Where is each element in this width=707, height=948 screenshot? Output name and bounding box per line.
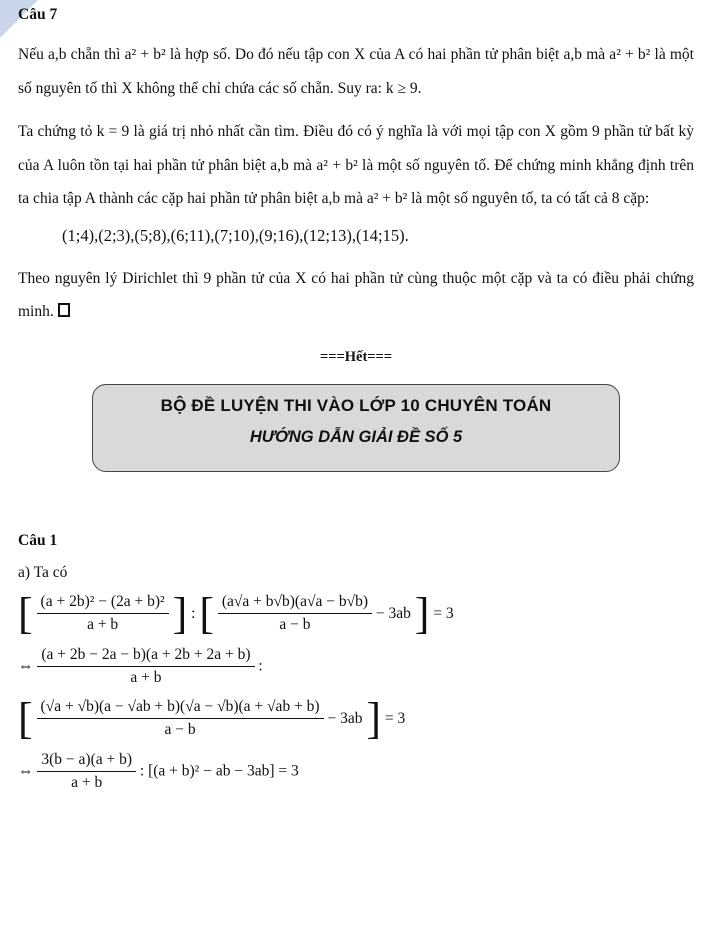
fraction-1-numerator: (a + 2b)² − (2a + b)² [37,593,169,614]
fraction-3 [37,646,254,687]
conclusion-paragraph [18,262,694,329]
fraction-2 [218,593,372,634]
right-bracket: ] [366,693,381,743]
fraction-2-denominator: a − b [279,616,311,633]
right-bracket: ] [172,588,188,638]
left-bracket: [ [18,693,33,743]
part-a-intro: a) Ta có [18,563,68,581]
prime-pairs-list: (1;4),(2;3),(5;8),(6;11),(7;10),(9;16),(12;13),(14;15). [62,225,409,245]
fraction-5-numerator: 3(b − a)(a + b) [37,751,136,772]
equation-4 [18,751,694,792]
equation-2 [18,646,694,687]
iff-symbol: ⇔ [18,762,34,779]
equation-1 [18,588,694,638]
equation-3-tail: − 3ab [327,709,363,727]
fraction-4-numerator: (√a + √b)(a − √ab + b)(√a − √b)(a + √ab + b) [37,698,324,719]
fraction-1 [37,593,169,634]
paragraph-2: Ta chứng tỏ k = 9 là giá trị nhỏ nhất cần tìm. Điều đó có ý nghĩa là với mọi tập con X gồm 9 phần tử bất kỳ của A luôn tồn tại hai phần tử phân biệt a,b mà a² + b² là một số nguyên tố. Để chứng minh khẳng định trên ta chia tập A thành các cặp hai phần tử phân biệt a,b mà a² + b² là một số nguyên tố, ta có tất cả 8 cặp: [18,123,694,207]
end-marker: ===Hết=== [319,348,393,365]
right-bracket: ] [414,588,430,638]
equation-4-tail: : [(a + b)² − ab − 3ab] = 3 [139,762,299,779]
iff-symbol: ⇔ [18,657,34,674]
fraction-3-denominator: a + b [130,668,162,686]
left-bracket: [ [199,588,214,638]
equation-3-rhs: = 3 [384,709,406,727]
solution-banner [92,384,620,472]
conclusion-text: Theo nguyên lý Dirichlet thì 9 phần tử của X có hai phần tử cùng thuộc một cặp và ta có điều phải chứng minh. [18,269,694,320]
equation-1-tail: − 3ab [375,604,411,622]
fraction-3-numerator: (a + 2b − 2a − b)(a + 2b + 2a + b) [37,646,254,667]
equation-2-tail: : [258,657,263,674]
qed-square-icon [58,303,70,317]
section-heading: Câu 1 [18,531,58,549]
document-page [18,6,694,792]
fraction-4 [37,698,324,739]
left-bracket: [ [18,588,33,638]
banner-title: BỘ ĐỀ LUYỆN THI VÀO LỚP 10 CHUYÊN TOÁN [160,395,552,415]
banner-subtitle: HƯỚNG DẪN GIẢI ĐỀ SỐ 5 [249,427,463,446]
question-heading: Câu 7 [18,6,58,23]
equation-1-rhs: = 3 [433,604,454,622]
fraction-2-numerator: (a√a + b√b)(a√a − b√b) [218,593,372,614]
fraction-5-denominator: a + b [71,773,103,791]
paragraph-1: Nếu a,b chẵn thì a² + b² là hợp số. Do đó nếu tập con X của A có hai phần tử phân biệt a,b mà a² + b² là một số nguyên tố thì X không thể chỉ chứa các số chẵn. Suy ra: k ≥ 9. [18,46,694,97]
equation-3 [18,693,694,743]
fraction-4-denominator: a − b [164,721,196,738]
colon-symbol: : [191,604,196,622]
fraction-1-denominator: a + b [87,616,119,633]
fraction-5 [37,751,136,792]
